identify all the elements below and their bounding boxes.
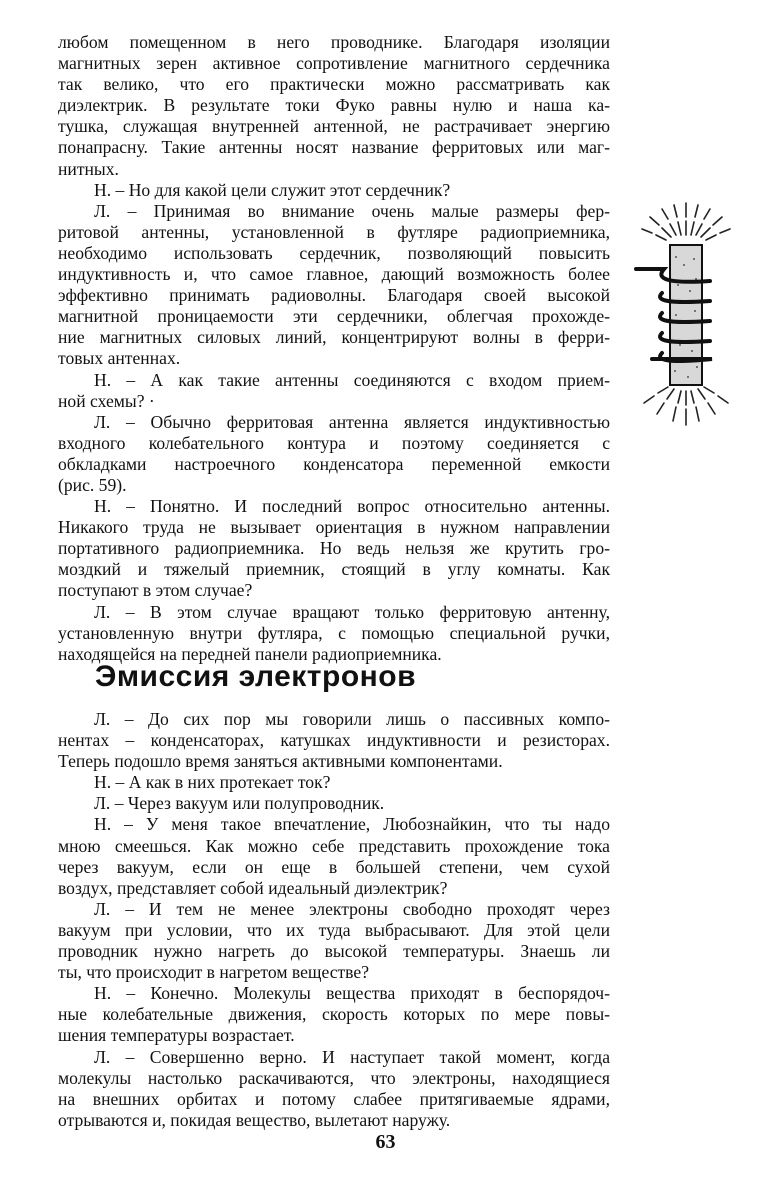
text-line: моздкий и тяжелый приемник, стоящий в углу комнаты. Как xyxy=(58,559,610,580)
text-line: ритовой антенны, установленной в футляре радиоприемника, xyxy=(58,221,610,242)
text-line: тушка, служащая внутренней антенной, не растрачивает энергию xyxy=(58,116,610,137)
dialogue-line: Н. – А как такие антенны соединяются с входом прием- xyxy=(94,369,610,390)
text-line: товых антеннах. xyxy=(58,348,181,369)
text-line: воздух, представляет собой идеальный диэлектрик? xyxy=(58,877,448,898)
text-line: ты, что происходит в нагретом веществе? xyxy=(58,962,370,983)
text-line: шения температуры возрастает. xyxy=(58,1025,295,1046)
dialogue-line: Л. – И тем не менее электроны свободно проходят через xyxy=(94,898,610,919)
ferrite-antenna-coil-icon xyxy=(628,195,748,435)
text-line: любом помещенном в него проводнике. Благодаря изоляции xyxy=(58,32,610,52)
text-block-antenna xyxy=(58,32,610,665)
text-line: ние магнитных силовых линий, концентрируют волны в ферри- xyxy=(58,327,610,348)
text-line: так велико, что его практически можно рассматривать как xyxy=(58,74,610,95)
text-line: нитных. xyxy=(58,158,119,179)
text-line: находящейся на передней панели радиоприемника. xyxy=(58,643,442,664)
text-line: обкладками настроечного конденсатора переменной емкости xyxy=(58,453,610,474)
dialogue-line: Н. – Но для какой цели служит этот сердечник? xyxy=(94,179,451,200)
text-line: понапрасну. Такие антенны носят название ферритовых или маг- xyxy=(58,137,610,158)
text-line: необходимо использовать сердечник, позволяющий повысить xyxy=(58,242,610,263)
text-line: установленную внутри футляра, с помощью специальной ручки, xyxy=(58,622,610,643)
dialogue-line: Н. – Конечно. Молекулы вещества приходят в беспорядоч- xyxy=(94,983,610,1004)
text-line: Никакого труда не вызывает ориентация в нужном направлении xyxy=(58,517,610,538)
text-line: портативного радиоприемника. Но ведь нельзя же крутить гро- xyxy=(58,538,610,559)
dialogue-line: Л. – В этом случае вращают только ферритовую антенну, xyxy=(94,601,610,622)
text-line: поступают в этом случае? xyxy=(58,580,253,601)
section-heading: Эмиссия электронов xyxy=(95,660,417,693)
text-line: мною смеешься. Как можно себе представить прохождение тока xyxy=(58,835,610,856)
page-number: 63 xyxy=(375,1131,396,1153)
dialogue-line: Н. – Понятно. И последний вопрос относительно антенны. xyxy=(94,496,610,517)
text-line: входного колебательного контура и поэтому соединяется с xyxy=(58,432,610,453)
text-line: ной схемы? · xyxy=(58,390,155,411)
dialogue-line: Л. – Обычно ферритовая антенна является индуктивностью xyxy=(94,411,610,432)
text-line: через вакуум, если он еще в большей степени, чем сухой xyxy=(58,856,610,877)
text-line: магнитной проницаемости эти сердечники, облегчая прохожде- xyxy=(58,306,610,327)
text-line: нентах – конденсаторах, катушках индуктивности и резисторах. xyxy=(58,730,610,751)
text-line: молекулы настолько раскачиваются, что электроны, находящиеся xyxy=(58,1067,610,1088)
dialogue-line: Л. – Принимая во внимание очень малые размеры фер- xyxy=(94,200,610,221)
text-line: на внешних орбитах и потому слабее притягиваемые ядрами, xyxy=(58,1088,610,1109)
dialogue-line: Л. – Через вакуум или полупроводник. xyxy=(94,793,385,814)
text-line: Теперь подошло время заняться активными компонентами. xyxy=(58,751,503,772)
dialogue-line: Н. – У меня такое впечатление, Любознайкин, что ты надо xyxy=(94,814,610,835)
dialogue-line: Л. – До сих пор мы говорили лишь о пассивных компо- xyxy=(94,709,610,729)
text-line: диэлектрик. В результате токи Фуко равны нулю и наша ка- xyxy=(58,95,610,116)
text-line: проводник нужно нагреть до высокой температуры. Знаешь ли xyxy=(58,941,610,962)
text-line: индуктивность и, что самое главное, дающий возможность более xyxy=(58,264,610,285)
dialogue-line: Л. – Совершенно верно. И наступает такой момент, когда xyxy=(94,1046,610,1067)
text-line: отрываются и, покидая вещество, вылетают наружу. xyxy=(58,1109,451,1130)
text-line: (рис. 59). xyxy=(58,474,127,495)
text-block-emission xyxy=(58,709,610,1131)
text-line: вакуум при условии, что их туда выбрасывают. Для этой цели xyxy=(58,919,610,940)
text-line: ные колебательные движения, скорость которых по мере повы- xyxy=(58,1004,610,1025)
text-line: эффективно принимать радиоволны. Благодаря своей высокой xyxy=(58,285,610,306)
text-line: магнитных зерен активное сопротивление магнитного сердечника xyxy=(58,53,610,74)
dialogue-line: Н. – А как в них протекает ток? xyxy=(94,772,331,793)
